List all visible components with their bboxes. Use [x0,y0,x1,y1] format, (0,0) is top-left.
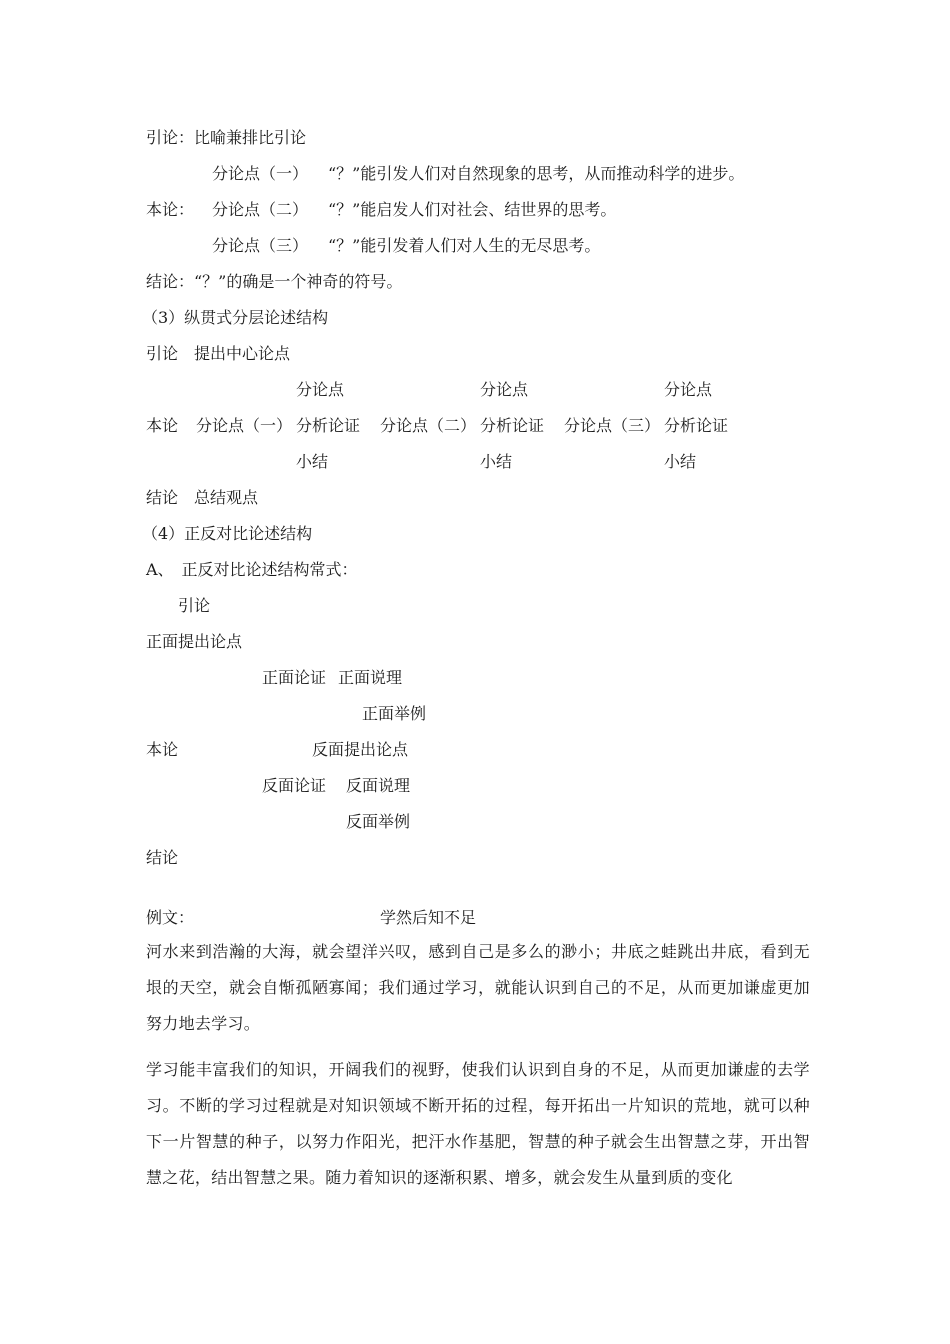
s3-col1-analysis: 分析论证 [296,416,361,435]
s3-col1-summary: 小结 [296,452,329,471]
s3-yinlun-line: 引论 提出中心论点 [146,344,291,363]
essay-paragraph-1: 河水来到浩瀚的大海，就会望洋兴叹，感到自己是多么的渺小；井底之蛙跳出井底，看到无垠的天空，就会自惭孤陋寡闻；我们通过学习，就能认识到自己的不足，从而更加谦虚更加努力地去学习。 [146,942,810,1033]
benlun-label: 本论： [146,200,195,219]
s3-col1-top: 分论点 [296,380,345,399]
yinlun-line: 引论：比喻兼排比引论 [146,128,307,147]
point-three-label: 分论点（三） [212,236,309,255]
s4-yinlun: 引论 [178,596,211,615]
s3-col2-top: 分论点 [480,380,529,399]
s4-positive-reason: 正面说理 [338,668,403,687]
s4-positive-point: 正面提出论点 [146,632,243,651]
s3-col2-summary: 小结 [480,452,513,471]
s3-col3-analysis: 分析论证 [664,416,729,435]
s3-jielun-line: 结论 总结观点 [146,488,259,507]
s4-jielun: 结论 [146,848,179,867]
s4-sub-a: A、 正反对比论述结构常式： [146,560,358,579]
s3-col2-analysis: 分析论证 [480,416,545,435]
s4-positive-example: 正面举例 [362,704,427,723]
s3-benlun-label: 本论 [146,416,179,435]
jielun-line: 结论：“？”的确是一个神奇的符号。 [146,272,403,291]
section-heading-3: （3）纵贯式分层论述结构 [142,308,329,327]
s3-point-one: 分论点（一） [196,416,293,435]
essay-title: 学然后知不足 [380,908,477,927]
essay-paragraph-2: 学习能丰富我们的知识，开阔我们的视野，使我们认识到自身的不足，从而更加谦虚的去学习。不断的学习过程就是对知识领域不断开拓的过程，每开拓出一片知识的荒地，就可以种下一片智慧的种子，以努力作阳光，把汗水作基肥，智慧的种子就会生出智慧之芽，开出智慧之花，结出智慧之果。随力着知识的逐渐积累、增多，就会发生从量到质的变化 [146,1060,810,1187]
s4-benlun: 本论 [146,740,179,759]
point-two-label: 分论点（二） [212,200,309,219]
s3-point-three: 分论点（三） [564,416,661,435]
s3-col3-top: 分论点 [664,380,713,399]
s4-negative-point: 反面提出论点 [312,740,409,759]
s4-negative-argue: 反面论证 [262,776,327,795]
point-one-label: 分论点（一） [212,164,309,183]
section-heading-4: （4）正反对比论述结构 [142,524,313,543]
point-two-text: “？”能启发人们对社会、结世界的思考。 [328,200,617,219]
s3-col3-summary: 小结 [664,452,697,471]
point-three-text: “？”能引发着人们对人生的无尽思考。 [328,236,601,255]
s3-point-two: 分论点（二） [380,416,477,435]
point-one-text: “？”能引发人们对自然现象的思考，从而推动科学的进步。 [328,164,745,183]
s4-negative-reason: 反面说理 [346,776,411,795]
essay-label: 例文： [146,908,195,927]
s4-negative-example: 反面举例 [346,812,411,831]
s4-positive-argue: 正面论证 [262,668,327,687]
